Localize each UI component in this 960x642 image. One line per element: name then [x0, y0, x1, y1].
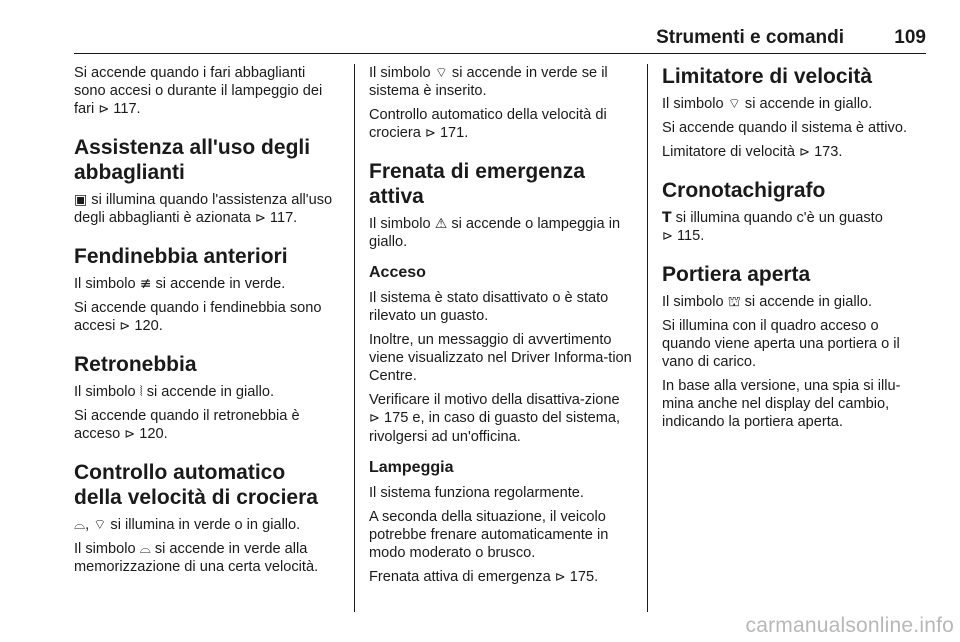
page-reference[interactable]: 120. [134, 318, 163, 334]
column-1 [74, 64, 338, 582]
reference-arrow-icon: ⊳ [662, 229, 673, 244]
page-header-title: Strumenti e comandi [656, 27, 844, 48]
paragraph: Si accende quando il sistema è attivo. [662, 120, 907, 136]
paragraph: Il simbolo ⦚ si accende in giallo. [74, 384, 275, 400]
cruise-control-icon: ⌓ [74, 517, 86, 533]
paragraph: Frenata attiva di emergenza ⊳ 175. [369, 569, 599, 585]
column-2 [369, 64, 633, 593]
page-reference[interactable]: 117. [269, 210, 298, 226]
paragraph: Il simbolo ⌔ si accende in verde se il sistema è inserito. [369, 65, 608, 99]
watermark: carmanualsonline.info [745, 614, 954, 637]
section-heading: Fendinebbia anteriori [74, 245, 288, 268]
page-reference[interactable]: 120. [139, 426, 168, 442]
header-divider [74, 53, 926, 54]
paragraph: T si illumina quando c'è un guasto ⊳ 115. [662, 210, 883, 244]
paragraph: In base alla versione, una spia si illu-mina anche nel display del cambio, indicando la portiera aperta. [662, 378, 901, 430]
paragraph: Limitatore di velocità ⊳ 173. [662, 144, 843, 160]
cruise-set-icon: ⌔ [93, 517, 107, 533]
section-heading: Frenata di emergenza attiva [369, 160, 585, 208]
section-heading: Retronebbia [74, 353, 197, 376]
paragraph: Il sistema funziona regolarmente. [369, 485, 584, 501]
page-reference[interactable]: 117. [113, 101, 141, 117]
rear-fog-icon: ⦚ [139, 384, 143, 400]
subsection-heading: Lampeggia [369, 459, 454, 476]
reference-arrow-icon: ⊳ [554, 570, 566, 585]
reference-arrow-icon: ⊳ [254, 211, 266, 226]
reference-arrow-icon: ⊳ [799, 145, 810, 160]
subsection-heading: Acceso [369, 264, 426, 281]
paragraph: Il simbolo ⌓ si accende in verde alla memorizzazione di una certa velocità. [74, 541, 319, 575]
section-heading: Limitatore di velocità [662, 65, 873, 88]
column-3 [662, 64, 926, 437]
paragraph: A seconda della situazione, il veicolo potrebbe frenare automaticamente in modo moderato o brusco. [369, 509, 609, 561]
paragraph: Il simbolo ≢ si accende in verde. [74, 276, 286, 292]
page-reference[interactable]: 175. [569, 569, 599, 585]
paragraph: Il simbolo ⛫ si accende in giallo. [662, 294, 873, 310]
section-heading: Cronotachigrafo [662, 179, 826, 202]
paragraph: Verificare il motivo della disattiva-zione ⊳ 175 e, in caso di guasto del sistema, rivolgersi ad un'officina. [369, 392, 621, 445]
column-divider [647, 64, 648, 612]
cruise-control-icon: ⌓ [139, 541, 151, 557]
reference-arrow-icon: ⊳ [98, 102, 110, 117]
paragraph: Il simbolo ⌔ si accende in giallo. [662, 96, 873, 112]
page-reference[interactable]: 175 [383, 410, 409, 426]
paragraph: ⌓, ⌔ si illumina in verde o in giallo. [74, 517, 301, 533]
section-heading: Portiera aperta [662, 263, 811, 286]
high-beam-assist-icon: ▣ [74, 192, 88, 208]
reference-arrow-icon: ⊳ [119, 319, 131, 334]
paragraph: Si accende quando i fari abbaglianti sono accesi o durante il lampeggio dei fari ⊳ 117. [74, 65, 323, 117]
paragraph: Si illumina con il quadro acceso o quando viene aperta una portiera o il vano di carico. [662, 318, 900, 370]
paragraph: Inoltre, un messaggio di avvertimento viene visualizzato nel Driver Informa-tion Centre. [369, 332, 632, 384]
column-divider [354, 64, 355, 612]
paragraph: Si accende quando il retronebbia è acceso ⊳ 120. [74, 408, 300, 442]
reference-arrow-icon: ⊳ [124, 427, 136, 442]
paragraph: Il sistema è stato disattivato o è stato rilevato un guasto. [369, 290, 609, 324]
paragraph: ▣ si illumina quando l'assistenza all'uso degli abbaglianti è azionata ⊳ 117. [74, 192, 333, 226]
door-open-icon: ⛫ [727, 294, 741, 310]
page-reference[interactable]: 115. [676, 228, 705, 244]
section-heading: Assistenza all'uso degli abbaglianti [74, 136, 311, 184]
cruise-set-icon: ⌔ [434, 65, 448, 81]
paragraph: Si accende quando i fendinebbia sono accesi ⊳ 120. [74, 300, 322, 334]
section-heading: Controllo automatico della velocità di crociera [74, 461, 318, 509]
emergency-brake-icon: ⚠ [434, 216, 448, 232]
page-reference[interactable]: 173. [814, 144, 843, 160]
paragraph: Controllo automatico della velocità di crociera ⊳ 171. [369, 107, 607, 141]
speed-limiter-icon: ⌔ [727, 96, 741, 112]
paragraph: Il simbolo ⚠ si accende o lampeggia in giallo. [369, 216, 621, 250]
page-number: 109 [894, 27, 926, 48]
reference-arrow-icon: ⊳ [369, 411, 380, 426]
tachograph-icon: T [662, 210, 672, 226]
page-reference[interactable]: 171. [439, 125, 469, 141]
reference-arrow-icon: ⊳ [424, 126, 436, 141]
front-fog-icon: ≢ [139, 276, 152, 292]
